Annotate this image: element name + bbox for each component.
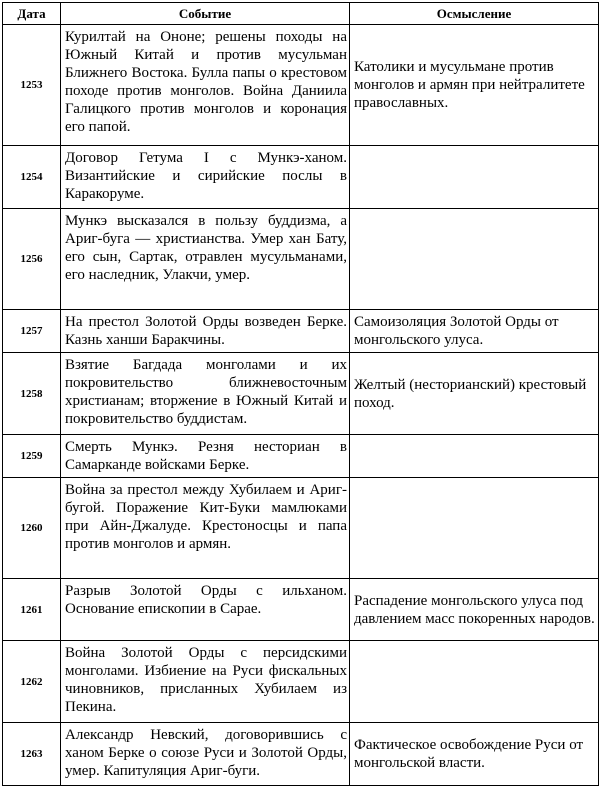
- cell-meaning: [350, 641, 599, 723]
- cell-year: 1261: [3, 579, 61, 641]
- cell-event: На престол Золотой Орды возведен Берке. Казнь ханши Баракчины.: [61, 310, 350, 353]
- cell-meaning: Фактическое освобождение Руси от монгольской власти.: [350, 723, 599, 786]
- table-row: [3, 723, 599, 786]
- table-header: [3, 3, 599, 25]
- header-event: Событие: [61, 3, 350, 25]
- cell-event: Война за престол между Хубилаем и Ариг-бугой. Поражение Кит-Буки мамлюками при Айн-Джалуде. Крестоносцы и папа против монголов и армян.: [61, 478, 350, 579]
- table-row: [3, 435, 599, 478]
- cell-event: Курилтай на Ононе; решены походы на Южный Китай и против мусульман Ближнего Востока. Булла папы о крестовом походе против монголов. Война Даниила Галицкого против монголов и коронация его папой.: [61, 25, 350, 146]
- cell-year: 1262: [3, 641, 61, 723]
- cell-event: Смерть Мункэ. Резня несториан в Самарканде войсками Берке.: [61, 435, 350, 478]
- table-row: [3, 478, 599, 579]
- table-body: [3, 25, 599, 786]
- table-row: [3, 353, 599, 435]
- cell-event: Разрыв Золотой Орды с ильханом. Основание епископии в Сарае.: [61, 579, 350, 641]
- cell-meaning: Католики и мусульмане против монголов и армян при нейтралитете православных.: [350, 25, 599, 146]
- header-year: Дата: [3, 3, 61, 25]
- cell-event: Взятие Багдада монголами и их покровительство ближневосточным христианам; вторжение в Южный Китай и покровительство буддистам.: [61, 353, 350, 435]
- header-row: [3, 3, 599, 25]
- cell-year: 1254: [3, 146, 61, 209]
- cell-meaning: [350, 209, 599, 310]
- cell-meaning: [350, 435, 599, 478]
- cell-year: 1258: [3, 353, 61, 435]
- cell-meaning: [350, 146, 599, 209]
- cell-year: 1256: [3, 209, 61, 310]
- cell-year: 1263: [3, 723, 61, 786]
- header-meaning: Осмысление: [350, 3, 599, 25]
- table-row: [3, 641, 599, 723]
- chronology-table: [2, 2, 599, 786]
- cell-event: Война Золотой Орды с персидскими монголами. Избиение на Руси фискальных чиновников, присланных Хубилаем из Пекина.: [61, 641, 350, 723]
- cell-meaning: [350, 478, 599, 579]
- cell-event: Мункэ высказался в пользу буддизма, а Ариг-буга — христианства. Умер хан Бату, его сын, Сартак, отравлен мусульманами, его наследник, Улакчи, умер.: [61, 209, 350, 310]
- table-row: [3, 146, 599, 209]
- cell-year: 1253: [3, 25, 61, 146]
- cell-event: Александр Невский, договорившись с ханом Берке о союзе Руси и Золотой Орды, умер. Капитуляция Ариг-буги.: [61, 723, 350, 786]
- cell-year: 1260: [3, 478, 61, 579]
- cell-meaning: Самоизоляция Золотой Орды от монгольского улуса.: [350, 310, 599, 353]
- cell-meaning: Желтый (несторианский) крестовый поход.: [350, 353, 599, 435]
- cell-meaning: Распадение монгольского улуса под давлением масс покоренных народов.: [350, 579, 599, 641]
- cell-year: 1259: [3, 435, 61, 478]
- table-row: [3, 310, 599, 353]
- cell-year: 1257: [3, 310, 61, 353]
- cell-event: Договор Гетума I с Мункэ-ханом. Византийские и сирийские послы в Каракоруме.: [61, 146, 350, 209]
- table-row: [3, 579, 599, 641]
- table-row: [3, 25, 599, 146]
- table-row: [3, 209, 599, 310]
